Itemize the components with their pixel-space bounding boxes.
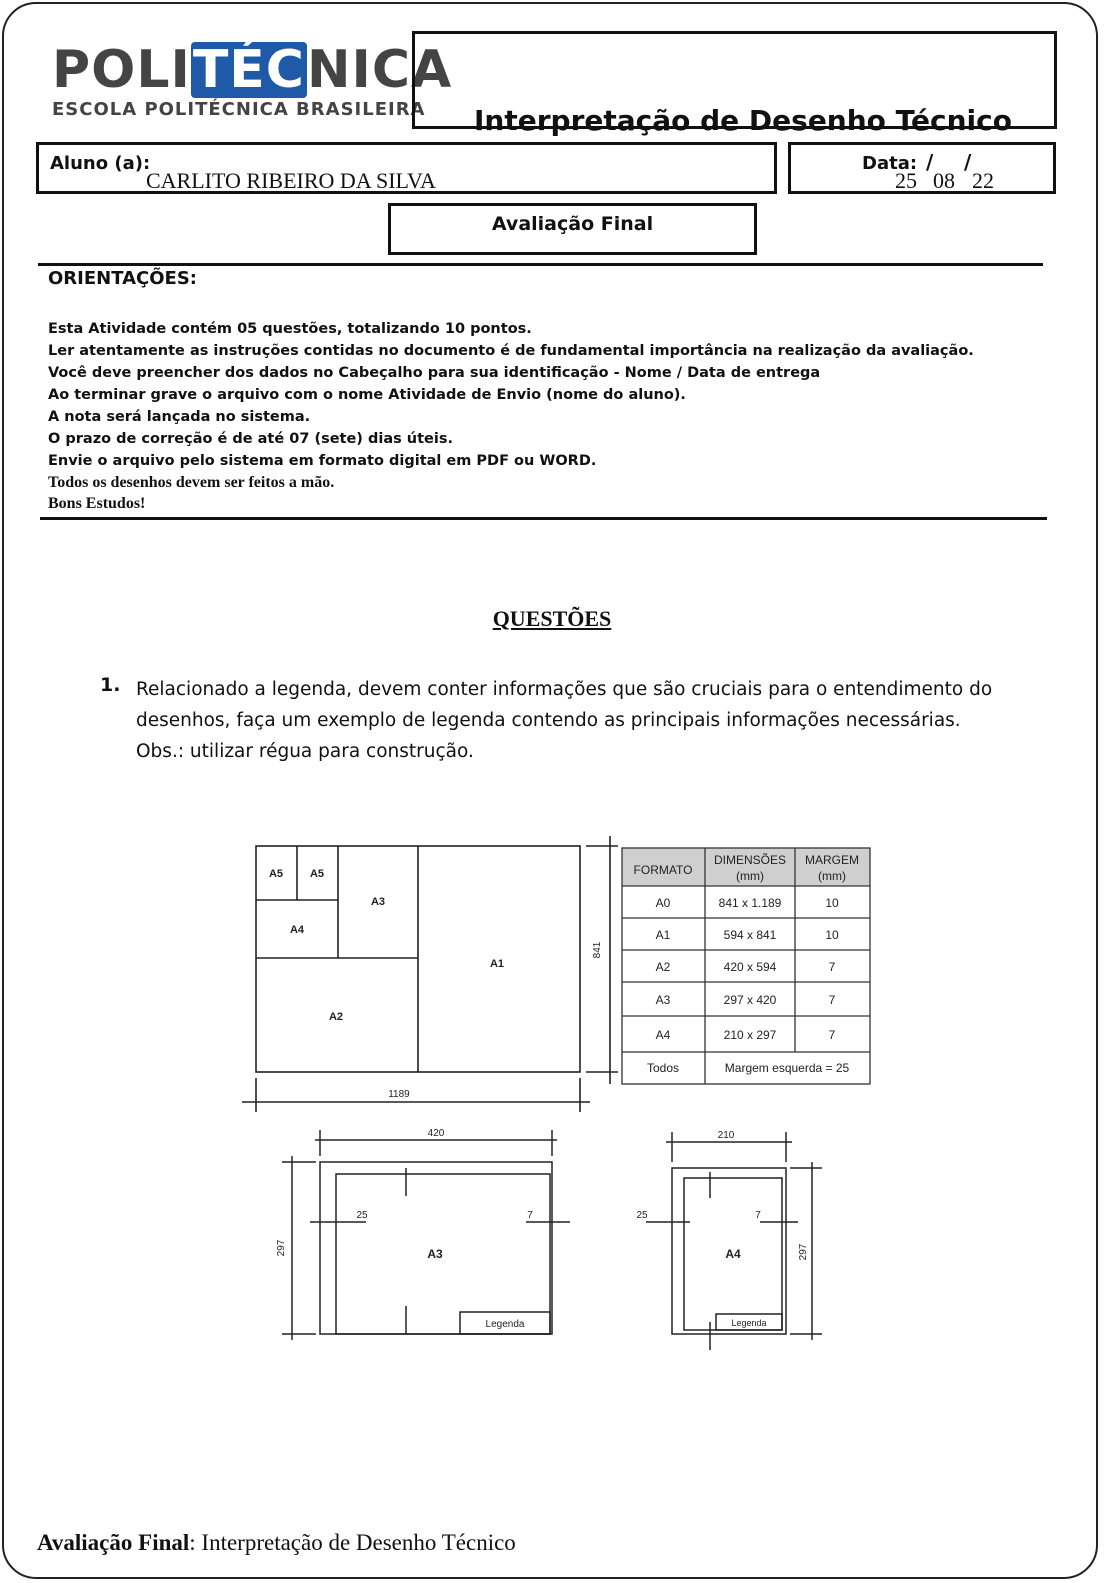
- questions-heading: QUESTÕES: [492, 606, 612, 631]
- orientation-item: Você deve preencher dos dados no Cabeçalho para sua identificação - Nome / Data de entrega: [48, 365, 821, 381]
- table-cell: 7: [828, 993, 836, 1007]
- sheet-label-a5: A5: [268, 868, 284, 880]
- student-name: CARLITO RIBEIRO DA SILVA: [146, 168, 436, 193]
- school-logo: [52, 40, 452, 100]
- exam-label: Avaliação Final: [491, 213, 654, 235]
- table-cell: 420 x 594: [723, 960, 777, 974]
- logo-text-end: NICA: [306, 40, 453, 100]
- question-number: 1.: [100, 674, 121, 696]
- dimension-210: 210: [717, 1130, 735, 1141]
- table-cell: 7: [828, 960, 836, 974]
- orientation-item: Ler atentamente as instruções contidas no documento é de fundamental importância na realização da avaliação.: [48, 343, 974, 359]
- table-cell: Margem esquerda = 25: [724, 1061, 850, 1075]
- table-cell: A3: [655, 993, 671, 1007]
- date-field[interactable]: [788, 142, 1056, 194]
- question-line: desenhos, faça um exemplo de legenda contendo as principais informações necessárias.: [136, 710, 961, 731]
- divider: [40, 517, 1047, 520]
- table-cell: A4: [655, 1028, 671, 1042]
- course-title: Interpretação de Desenho Técnico: [474, 104, 1012, 137]
- table-cell: 10: [825, 928, 839, 942]
- table-cell: 297 x 420: [723, 993, 777, 1007]
- logo-text-start: POLI: [52, 40, 191, 100]
- dimension-841: 841: [592, 941, 603, 959]
- date-label: Data:: [862, 153, 918, 174]
- dimension-25: 25: [636, 1210, 648, 1221]
- orientation-item: Todos os desenhos devem ser feitos a mão.: [48, 474, 335, 491]
- footer-bold: Avaliação Final: [37, 1530, 190, 1555]
- legend-box-label: Legenda: [485, 1319, 525, 1330]
- a4-sheet-drawing: [636, 1130, 822, 1350]
- sheet-label-a4: A4: [725, 1247, 741, 1261]
- legend-box-label: Legenda: [731, 1318, 767, 1328]
- orientation-item: Envie o arquivo pelo sistema em formato digital em PDF ou WORD.: [48, 453, 597, 469]
- question-line: Obs.: utilizar régua para construção.: [136, 741, 474, 762]
- dimension-7: 7: [755, 1210, 761, 1221]
- dimension-7: 7: [527, 1210, 533, 1221]
- date-separator: /: [964, 150, 972, 174]
- date-month: 08: [933, 168, 955, 193]
- paper-formats-figure: [170, 822, 890, 1382]
- dimension-297: 297: [798, 1243, 809, 1261]
- orientation-item: Ao terminar grave o arquivo com o nome Atividade de Envio (nome do aluno).: [48, 387, 686, 403]
- orientation-item: A nota será lançada no sistema.: [48, 409, 311, 425]
- sheet-label-a2: A2: [328, 1011, 344, 1023]
- a3-sheet-drawing: [276, 1128, 570, 1340]
- dimension-297: 297: [276, 1239, 287, 1257]
- table-cell: 10: [825, 896, 839, 910]
- table-cell: A1: [655, 928, 671, 942]
- table-cell: Todos: [646, 1061, 680, 1075]
- logo-text-highlight: TÉC: [192, 40, 305, 100]
- student-label: Aluno (a):: [50, 153, 151, 174]
- table-header-unit: (mm): [736, 869, 764, 883]
- date-day: 25: [895, 168, 917, 193]
- sheet-label-a5: A5: [309, 868, 325, 880]
- dimension-25: 25: [356, 1210, 368, 1221]
- divider: [38, 263, 1043, 266]
- sheet-label-a1: A1: [489, 958, 505, 970]
- question-text: [136, 674, 993, 767]
- sheet-label-a4: A4: [289, 924, 305, 936]
- table-cell: 210 x 297: [723, 1028, 777, 1042]
- orientation-item: O prazo de correção é de até 07 (sete) dias úteis.: [48, 431, 453, 447]
- table-cell: 841 x 1.189: [718, 896, 782, 910]
- orientations-list: [48, 318, 1048, 514]
- sheet-label-a3: A3: [427, 1247, 443, 1261]
- table-cell: A0: [655, 896, 671, 910]
- table-cell: A2: [655, 960, 671, 974]
- page-footer: [37, 1530, 516, 1556]
- orientation-item: Bons Estudos!: [48, 495, 146, 512]
- table-header-unit: (mm): [818, 869, 846, 883]
- question-line: Relacionado a legenda, devem conter informações que são cruciais para o entendimento do: [136, 679, 993, 700]
- orientations-title: ORIENTAÇÕES:: [48, 268, 198, 289]
- orientation-item: Esta Atividade contém 05 questões, totalizando 10 pontos.: [48, 321, 532, 337]
- formats-table: [622, 848, 870, 1084]
- dimension-420: 420: [427, 1128, 445, 1139]
- table-header: FORMATO: [633, 863, 693, 877]
- table-header: DIMENSÕES: [713, 853, 787, 867]
- logo-subtitle: ESCOLA POLITÉCNICA BRASILEIRA: [52, 99, 426, 120]
- table-cell: 7: [828, 1028, 836, 1042]
- footer-text: : Interpretação de Desenho Técnico: [189, 1530, 516, 1555]
- date-year: 22: [972, 168, 994, 193]
- sheet-label-a3: A3: [370, 896, 386, 908]
- table-header: MARGEM: [805, 853, 859, 867]
- dimension-1189: 1189: [388, 1089, 410, 1100]
- date-separator: /: [926, 150, 934, 174]
- table-cell: 594 x 841: [723, 928, 777, 942]
